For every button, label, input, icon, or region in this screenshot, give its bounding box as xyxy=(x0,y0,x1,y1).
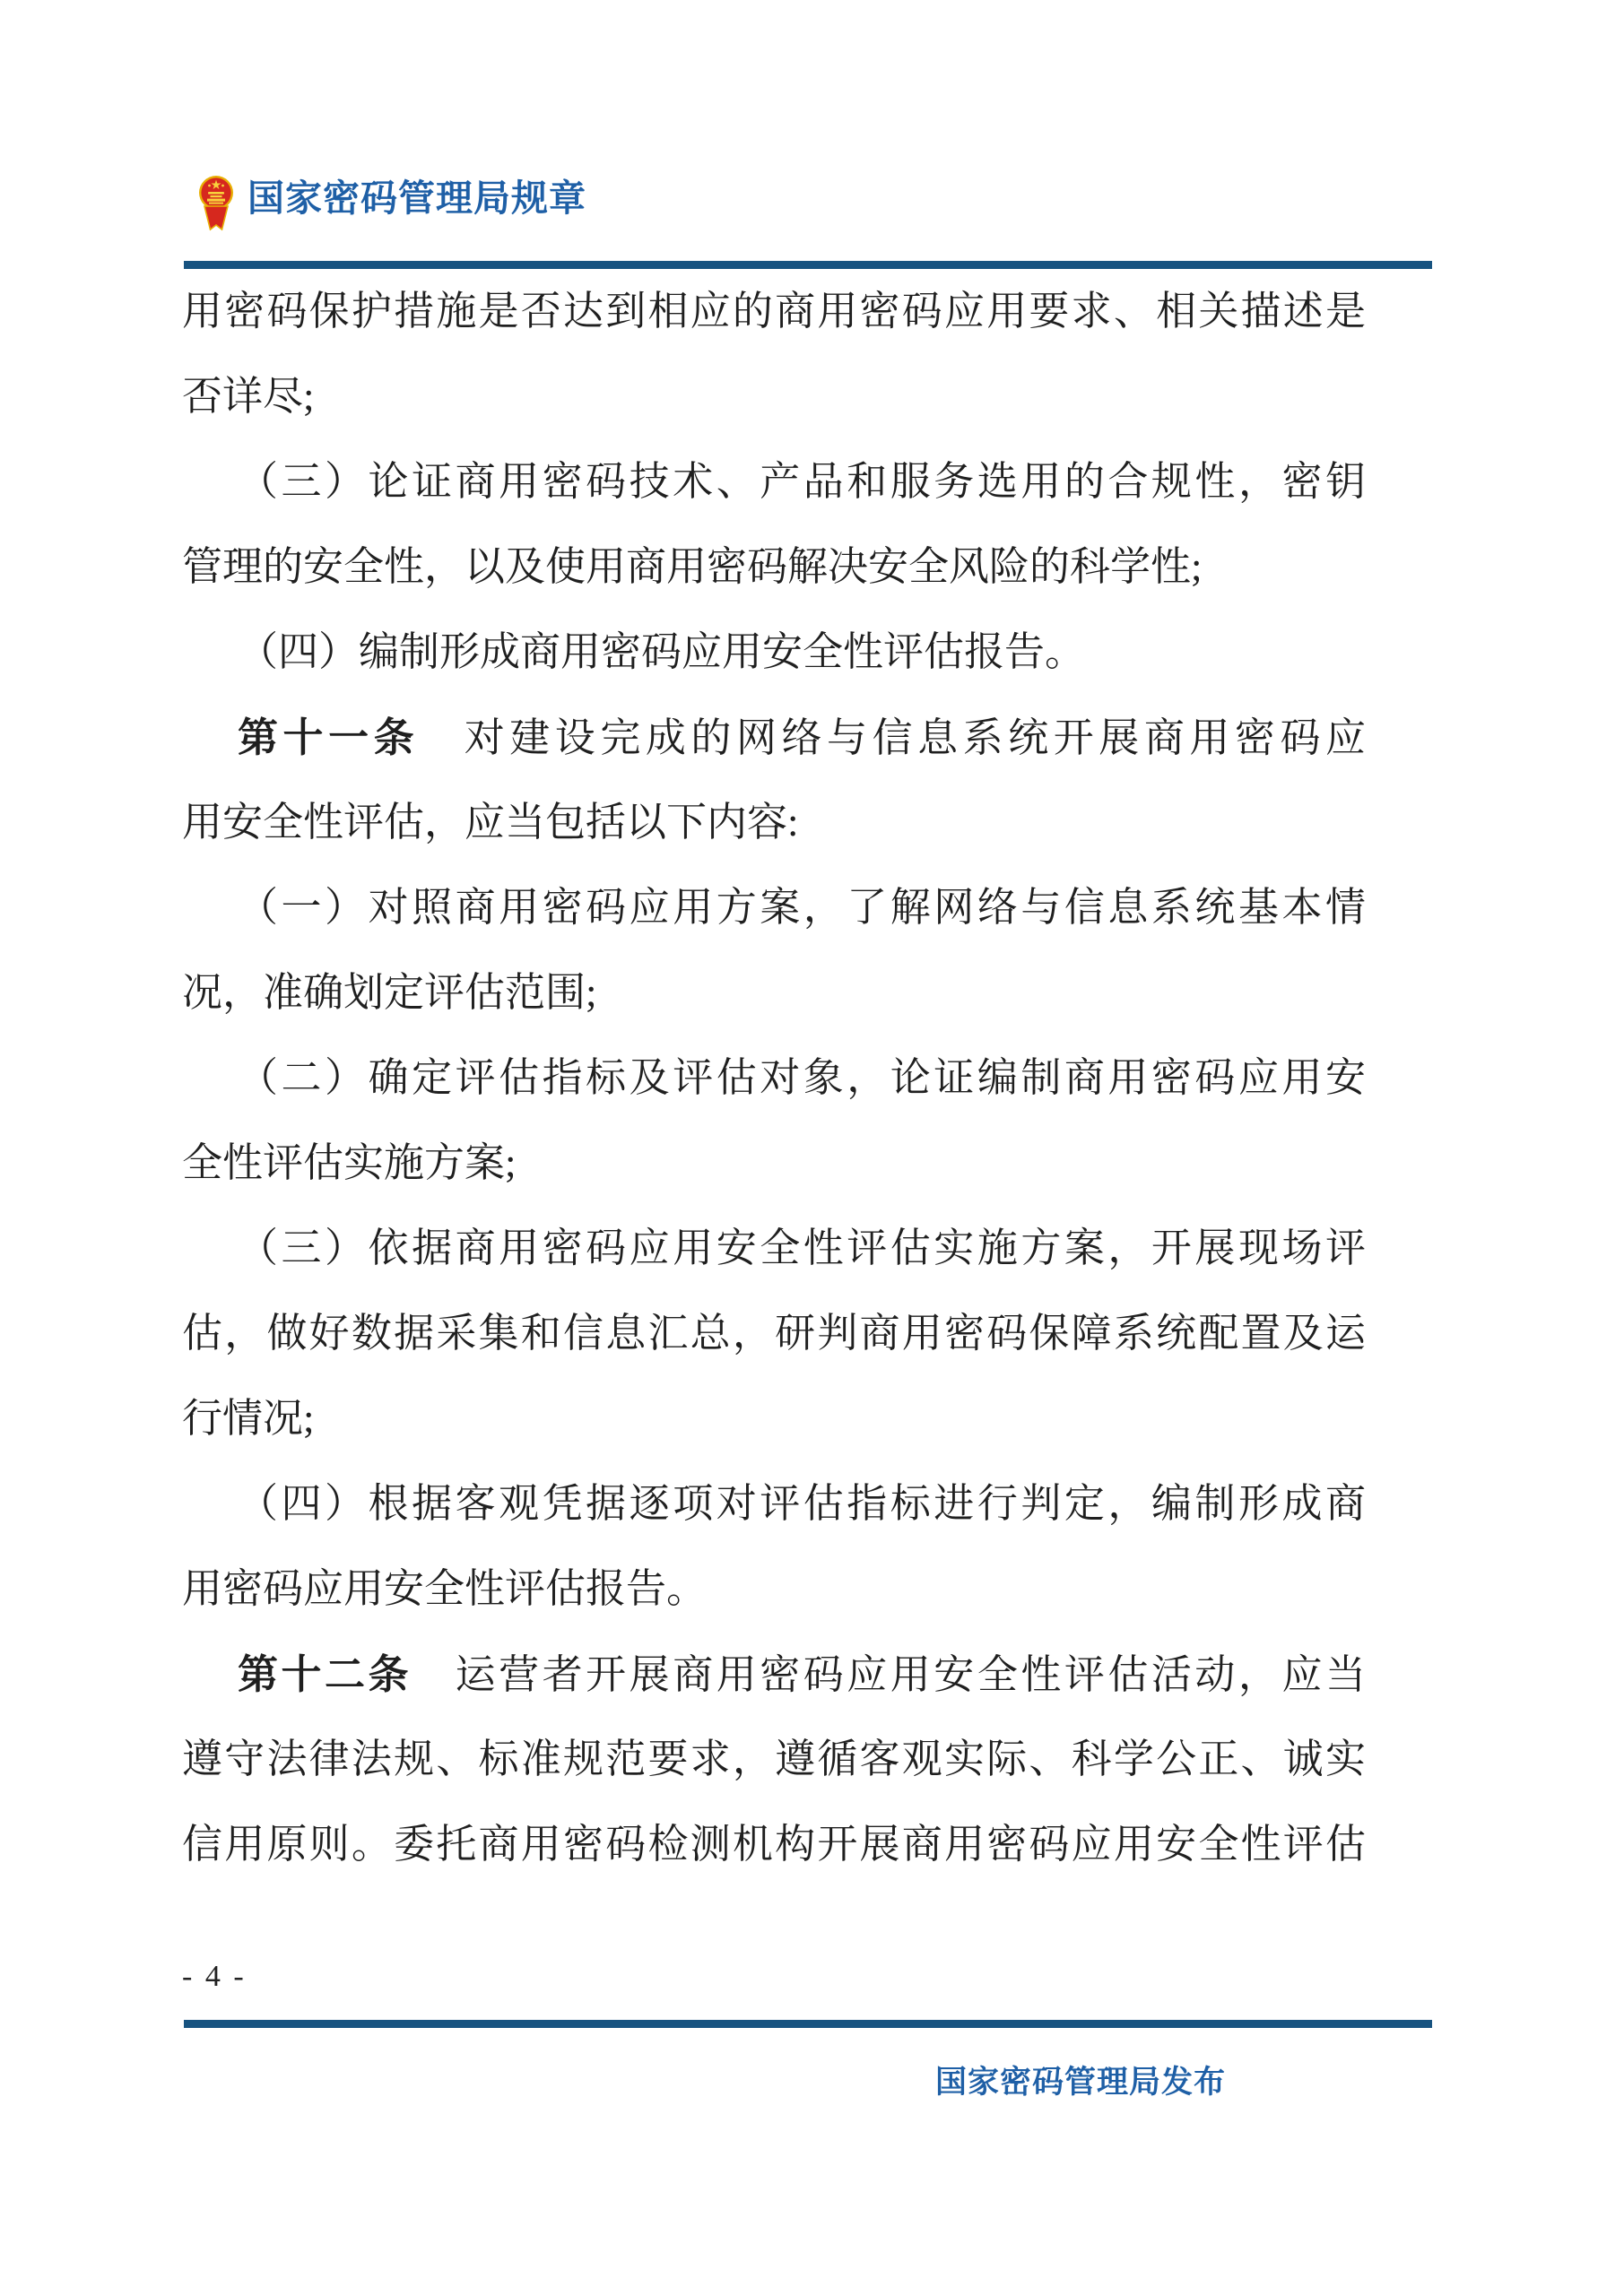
text-line xyxy=(182,1717,1366,1802)
text-segment: 遵守法律法规、标准规范要求，遵循客观实际、科学公正、诚实 xyxy=(182,1737,1366,1781)
article-number-label: 第十二条 xyxy=(238,1651,413,1697)
text-segment: （二）确定评估指标及评估对象，论证编制商用密码应用安 xyxy=(238,1055,1366,1100)
document-body xyxy=(182,269,1366,1887)
text-segment: （四）编制形成商用密码应用安全性评估报告。 xyxy=(238,629,1086,674)
text-segment: 用安全性评估，应当包括以下内容: xyxy=(182,800,799,845)
publisher-label: 国家密码管理局发布 xyxy=(934,2065,1226,2100)
text-line xyxy=(182,695,1366,780)
text-line xyxy=(182,610,1366,695)
header-divider xyxy=(184,261,1432,269)
text-segment: 估，做好数据采集和信息汇总，研判商用密码保障系统配置及运 xyxy=(182,1311,1366,1356)
text-segment: 信用原则。委托商用密码检测机构开展商用密码应用安全性评估 xyxy=(182,1822,1366,1867)
text-segment: （一）对照商用密码应用方案，了解网络与信息系统基本情 xyxy=(238,885,1366,930)
text-line xyxy=(182,1632,1366,1717)
text-segment: 用密码应用安全性评估报告。 xyxy=(182,1566,708,1611)
text-segment: 运营者开展商用密码应用安全性评估活动，应当 xyxy=(412,1652,1366,1697)
text-line xyxy=(182,1291,1366,1376)
header-title: 国家密码管理局规章 xyxy=(248,177,586,219)
text-segment: 管理的安全性，以及使用商用密码解决安全风险的科学性; xyxy=(182,544,1203,589)
text-line xyxy=(182,950,1366,1035)
text-line xyxy=(182,1206,1366,1291)
text-segment: 况，准确划定评估范围; xyxy=(182,970,597,1015)
article-number-label: 第十一条 xyxy=(238,715,420,760)
text-line xyxy=(182,524,1366,610)
text-line xyxy=(182,354,1366,439)
text-segment: （四）根据客观凭据逐项对评估指标进行判定，编制形成商 xyxy=(238,1481,1366,1526)
text-line xyxy=(182,1461,1366,1547)
text-segment: 对建设完成的网络与信息系统开展商用密码应 xyxy=(419,715,1366,760)
text-segment: 否详尽; xyxy=(182,374,315,419)
text-segment: （三）论证商用密码技术、产品和服务选用的合规性，密钥 xyxy=(238,459,1366,504)
text-segment: 行情况; xyxy=(182,1396,315,1441)
footer-divider xyxy=(184,2020,1432,2028)
text-line xyxy=(182,1547,1366,1632)
page-number: - 4 - xyxy=(182,1960,247,1993)
prc-national-emblem-icon xyxy=(198,174,234,235)
text-segment: 全性评估实施方案; xyxy=(182,1140,517,1185)
text-segment: 用密码保护措施是否达到相应的商用密码应用要求、相关描述是 xyxy=(182,289,1366,334)
text-line xyxy=(182,865,1366,950)
text-line xyxy=(182,1121,1366,1206)
text-line xyxy=(182,1802,1366,1887)
text-line xyxy=(182,780,1366,865)
text-line xyxy=(182,439,1366,524)
text-line xyxy=(182,269,1366,354)
text-line xyxy=(182,1035,1366,1121)
text-segment: （三）依据商用密码应用安全性评估实施方案，开展现场评 xyxy=(238,1226,1366,1270)
text-line xyxy=(182,1376,1366,1461)
document-header xyxy=(198,174,586,235)
